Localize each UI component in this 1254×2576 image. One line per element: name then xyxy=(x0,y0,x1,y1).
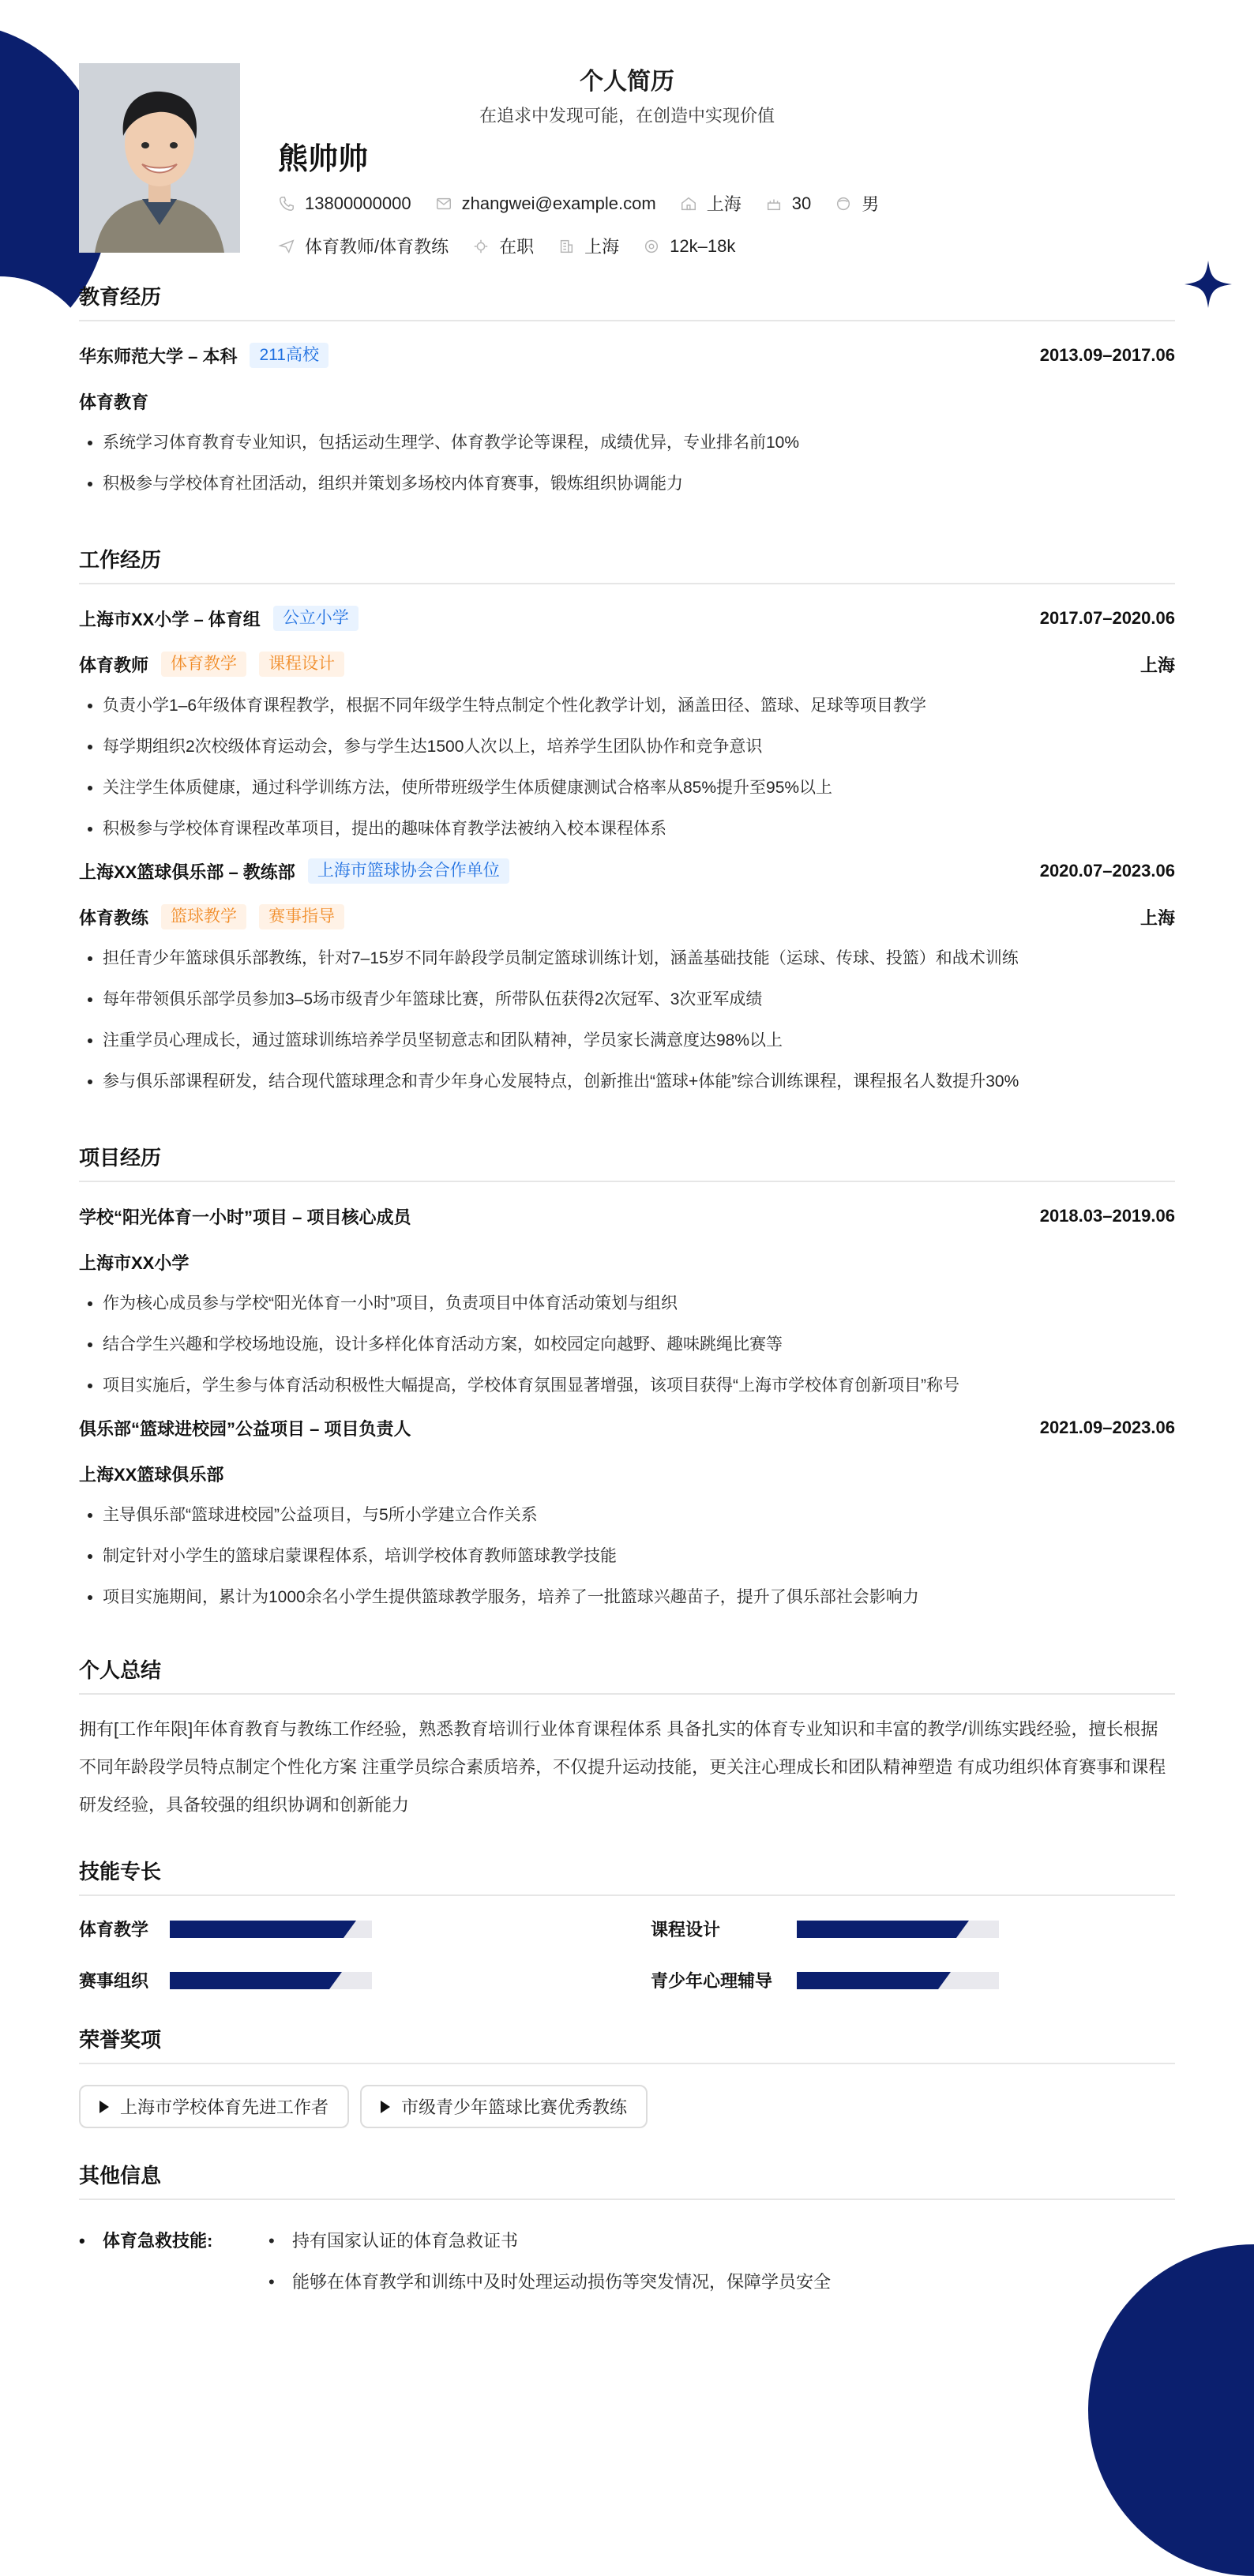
skill-bar-fill xyxy=(170,1921,344,1938)
list-item: • 项目实施后，学生参与体育活动积极性大幅提高，学校体育氛围显著增强，该项目获得“上海市学校体育创新项目”称号 xyxy=(103,1365,1175,1406)
list-item: • 作为核心成员参与学校“阳光体育一小时”项目，负责项目中体育活动策划与组织 xyxy=(103,1283,1175,1324)
list-item: • 项目实施期间，累计为1000余名小学生提供篮球教学服务，培养了一批篮球兴趣苗子，提升了俱乐部社会影响力 xyxy=(103,1577,1175,1618)
list-item: • 每学期组织2次校级体育运动会，参与学生达1500人次以上，培养学生团队协作和竞争意识 xyxy=(103,727,1175,768)
work-2-bullets xyxy=(79,938,1175,1102)
skill-bar xyxy=(170,1921,372,1938)
info-salary xyxy=(643,236,735,257)
phone-icon xyxy=(278,195,295,212)
project-1-name: 学校“阳光体育一小时”项目 – 项目核心成员 xyxy=(79,1207,411,1227)
skill-label: 青少年心理辅导 xyxy=(651,1971,773,1991)
skill-item xyxy=(79,1917,627,1941)
section-title-summary: 个人总结 xyxy=(79,1654,1175,1695)
project-2-name: 俱乐部“篮球进校园”公益项目 – 项目负责人 xyxy=(79,1418,411,1439)
list-item: • 注重学员心理成长，通过篮球训练培养学员坚韧意志和团队精神，学员家长满意度达98%以上 xyxy=(103,1020,1175,1061)
other-info xyxy=(79,2221,1175,2303)
skill-label: 课程设计 xyxy=(651,1920,721,1940)
mail-icon xyxy=(435,195,452,212)
honor-text: 市级青少年篮球比赛优秀教练 xyxy=(401,2097,628,2117)
list-item: • 积极参与学校体育课程改革项目，提出的趣味体育教学法被纳入校本课程体系 xyxy=(103,809,1175,850)
play-icon xyxy=(381,2101,390,2113)
skill-bar xyxy=(797,1921,999,1938)
honor-chip xyxy=(79,2085,349,2128)
skill-bar-fill xyxy=(797,1921,956,1938)
edu-major: 体育教育 xyxy=(79,392,149,412)
skill-item xyxy=(627,1968,1175,1992)
list-item: • 结合学生兴趣和学校场地设施，设计多样化体育活动方案，如校园定向越野、趣味跳绳比赛等 xyxy=(103,1324,1175,1365)
list-item: • 制定针对小学生的篮球启蒙课程体系，培训学校体育教师篮球教学技能 xyxy=(103,1536,1175,1577)
section-title-work: 工作经历 xyxy=(79,544,1175,584)
section-work xyxy=(79,544,1175,1102)
phone-text: 13800000000 xyxy=(305,193,411,213)
section-skills xyxy=(79,1856,1175,1992)
section-title-education: 教育经历 xyxy=(79,281,1175,321)
resume-page xyxy=(79,63,1175,2303)
work-2-role-tag: 赛事指导 xyxy=(259,904,344,929)
email-text: zhangwei@example.com xyxy=(461,193,656,213)
status-text: 在职 xyxy=(499,237,535,257)
work-2-org: 上海XX篮球俱乐部 – 教练部 xyxy=(79,862,295,882)
info-gender xyxy=(835,191,879,216)
play-icon xyxy=(99,2101,109,2113)
skill-bar xyxy=(170,1972,372,1989)
other-row xyxy=(79,2221,1175,2262)
info-status xyxy=(472,234,534,258)
edu-tag: 211高校 xyxy=(250,343,328,368)
candidate-name: 熊帅帅 xyxy=(278,143,369,176)
list-item: • 每年带领俱乐部学员参加3–5场市级青少年篮球比赛，所带队伍获得2次冠军、3次亚军成绩 xyxy=(103,979,1175,1020)
info-position xyxy=(278,234,449,258)
project-1-date: 2018.03–2019.06 xyxy=(1039,1206,1175,1226)
section-summary xyxy=(79,1654,1175,1824)
section-title-other: 其他信息 xyxy=(79,2160,1175,2200)
skill-bar-fill xyxy=(170,1972,329,1989)
project-1-bullets xyxy=(79,1283,1175,1406)
work-1-org-tag: 公立小学 xyxy=(273,606,359,631)
work-2-role-tag: 篮球教学 xyxy=(161,904,246,929)
other-row xyxy=(79,2262,1175,2303)
job-row xyxy=(278,234,759,258)
section-projects xyxy=(79,1142,1175,1618)
edu-school: 华东师范大学 – 本科 xyxy=(79,346,238,366)
section-title-skills: 技能专长 xyxy=(79,1856,1175,1896)
gender-text: 男 xyxy=(862,194,880,214)
project-1-org: 上海市XX小学 xyxy=(79,1252,190,1273)
edu-major-row xyxy=(79,388,1175,415)
list-item: • 关注学生体质健康，通过科学训练方法，使所带班级学生体质健康测试合格率从85%提升至95%以上 xyxy=(103,768,1175,809)
skill-item xyxy=(79,1968,627,1992)
skill-bar-fill xyxy=(797,1972,938,1989)
age-icon xyxy=(765,195,783,212)
work-1-role-row xyxy=(79,651,1175,678)
project-2-head-row xyxy=(79,1414,1175,1441)
project-2-org: 上海XX篮球俱乐部 xyxy=(79,1464,224,1485)
edu-date: 2013.09–2017.06 xyxy=(1039,345,1175,365)
work-1-city: 上海 xyxy=(1139,655,1175,675)
list-item: • 积极参与学校体育社团活动，组织并策划多场校内体育赛事，锻炼组织协调能力 xyxy=(103,464,1175,505)
age-text: 30 xyxy=(791,193,812,213)
section-title-projects: 项目经历 xyxy=(79,1142,1175,1182)
work-1-head-row xyxy=(79,605,1175,632)
skill-label: 体育教学 xyxy=(79,1920,149,1940)
project-1-org-row xyxy=(79,1249,1175,1275)
other-label: • 体育急救技能: xyxy=(79,2221,268,2262)
other-value: • 能够在体育教学和训练中及时处理运动损伤等突发情况，保障学员安全 xyxy=(268,2262,831,2303)
list-item: • 负责小学1–6年级体育课程教学，根据不同年级学生特点制定个性化教学计划，涵盖田径、篮球、足球等项目教学 xyxy=(103,685,1175,727)
motto: 在追求中发现可能，在创造中实现价值 xyxy=(479,106,775,126)
project-2-org-row xyxy=(79,1460,1175,1487)
section-other xyxy=(79,2160,1175,2303)
work-1-role-tag: 体育教学 xyxy=(161,652,246,677)
work-2-org-tag: 上海市篮球协会合作单位 xyxy=(308,858,509,884)
document-title: 个人简历 xyxy=(580,69,674,95)
summary-text: 拥有[工作年限]年体育教育与教练工作经验，熟悉教育培训行业体育课程体系 具备扎实的体育专业知识和丰富的教学/训练实践经验，擅长根据不同年龄段学员特点制定个性化方案 注重学员综合素质培养，不仅提升运动技能，更关注心理成长和团队精神塑造 有成功组织体育赛事和课程研发经验，具备较强的组织协调和创新能力 xyxy=(79,1719,1166,1815)
section-education xyxy=(79,281,1175,505)
other-value: • 持有国家认证的体育急救证书 xyxy=(268,2221,518,2262)
edu-head-row xyxy=(79,342,1175,369)
home-icon xyxy=(680,195,697,212)
project-1-head-row xyxy=(79,1203,1175,1230)
sparkle-icon xyxy=(1185,261,1232,308)
info-work-city xyxy=(558,234,619,258)
list-item: • 主导俱乐部“篮球进校园”公益项目，与5所小学建立合作关系 xyxy=(103,1495,1175,1536)
honor-text: 上海市学校体育先进工作者 xyxy=(120,2097,329,2117)
work-2-date: 2020.07–2023.06 xyxy=(1039,861,1175,881)
info-age xyxy=(765,193,811,214)
building-icon xyxy=(558,238,575,255)
location-text: 上海 xyxy=(706,194,742,214)
list-item: • 担任青少年篮球俱乐部教练，针对7–15岁不同年龄段学员制定篮球训练计划，涵盖基础技能（运球、传球、投篮）和战术训练 xyxy=(103,938,1175,979)
list-item: • 系统学习体育教育专业知识，包括运动生理学、体育教学论等课程，成绩优异，专业排名前10% xyxy=(103,422,1175,464)
skill-label: 赛事组织 xyxy=(79,1971,149,1991)
edu-bullets xyxy=(79,422,1175,505)
work-1-role-tag: 课程设计 xyxy=(259,652,344,677)
position-text: 体育教师/体育教练 xyxy=(305,237,449,257)
work-2-city: 上海 xyxy=(1139,907,1175,928)
salary-icon xyxy=(643,238,660,255)
skill-bar xyxy=(797,1972,999,1989)
work-1-bullets xyxy=(79,685,1175,850)
header xyxy=(79,63,1175,257)
skills-grid xyxy=(79,1917,1175,1992)
gender-icon xyxy=(835,195,852,212)
salary-text: 12k–18k xyxy=(670,235,736,256)
work-2-role: 体育教练 xyxy=(79,907,149,928)
project-2-date: 2021.09–2023.06 xyxy=(1039,1418,1175,1437)
work-1-date: 2017.07–2020.06 xyxy=(1039,608,1175,628)
send-icon xyxy=(278,238,295,255)
status-icon xyxy=(472,238,490,255)
project-2-bullets xyxy=(79,1495,1175,1618)
work-2-role-row xyxy=(79,903,1175,930)
list-item: • 参与俱乐部课程研发，结合现代篮球理念和青少年身心发展特点，创新推出“篮球+体能”综合训练课程，课程报名人数提升30% xyxy=(103,1061,1175,1102)
work-2-head-row xyxy=(79,858,1175,884)
honor-chip xyxy=(360,2085,648,2128)
info-location xyxy=(680,191,742,216)
contact-row xyxy=(278,191,903,216)
info-phone xyxy=(278,193,411,214)
honors-list xyxy=(79,2085,1175,2128)
skill-item xyxy=(627,1917,1175,1941)
section-honors xyxy=(79,2024,1175,2128)
work-city-text: 上海 xyxy=(584,237,620,257)
work-1-org: 上海市XX小学 – 体育组 xyxy=(79,609,261,629)
section-title-honors: 荣誉奖项 xyxy=(79,2024,1175,2064)
info-email xyxy=(435,193,656,214)
work-1-role: 体育教师 xyxy=(79,655,149,675)
